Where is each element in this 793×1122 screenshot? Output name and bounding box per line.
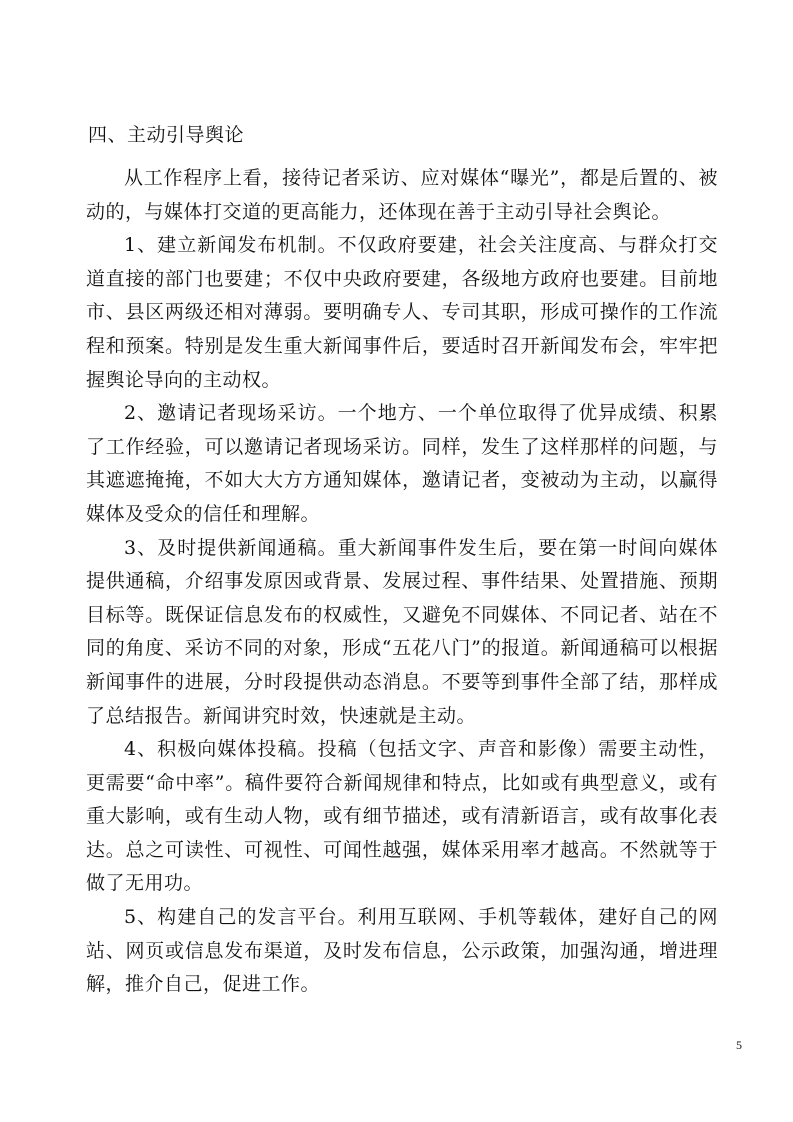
paragraph-item-2: 2、邀请记者现场采访。一个地方、一个单位取得了优异成绩、积累了工作经验，可以邀请记者现场采访。同样，发生了这样那样的问题，与其遮遮掩掩，不如大大方方通知媒体，邀请记者，变被动为主动，以赢得媒体及受众的信任和理解。	[86, 402, 718, 525]
paragraph-item-1: 1、建立新闻发布机制。不仅政府要建，社会关注度高、与群众打交道直接的部门也要建；不仅中央政府要建，各级地方政府也要建。目前地市、县区两级还相对薄弱。要明确专人、专司其职，形成可操作的工作流程和预案。特别是发生重大新闻事件后，要适时召开新闻发布会，牢牢把握舆论导向的主动权。	[86, 234, 718, 391]
page-number: 5	[736, 1038, 742, 1052]
paragraph-item-3: 3、及时提供新闻通稿。重大新闻事件发生后，要在第一时间向媒体提供通稿，介绍事发原因或背景、发展过程、事件结果、处置措施、预期目标等。既保证信息发布的权威性，又避免不同媒体、不同记者、站在不同的角度、采访不同的对象，形成“五花八门”的报道。新闻通稿可以根据新闻事件的进展，分时段提供动态消息。不要等到事件全部了结，那样成了总结报告。新闻讲究时效，快速就是主动。	[86, 536, 718, 727]
paragraph-item-5: 5、构建自己的发言平台。利用互联网、手机等载体，建好自己的网站、网页或信息发布渠道，及时发布信息，公示政策，加强沟通，增进理解，推介自己，促进工作。	[86, 906, 718, 996]
document-body	[86, 118, 718, 1002]
section-heading: 四、主动引导舆论	[88, 124, 245, 146]
paragraph-intro: 从工作程序上看，接待记者采访、应对媒体“曝光”，都是后置的、被动的，与媒体打交道的更高能力，还体现在善于主动引导社会舆论。	[86, 167, 718, 223]
paragraph-item-4: 4、积极向媒体投稿。投稿（包括文字、声音和影像）需要主动性，更需要“命中率”。稿件要符合新闻规律和特点，比如或有典型意义，或有重大影响，或有生动人物，或有细节描述，或有清新语言，或有故事化表达。总之可读性、可视性、可闻性越强，媒体采用率才越高。不然就等于做了无用功。	[86, 738, 718, 895]
